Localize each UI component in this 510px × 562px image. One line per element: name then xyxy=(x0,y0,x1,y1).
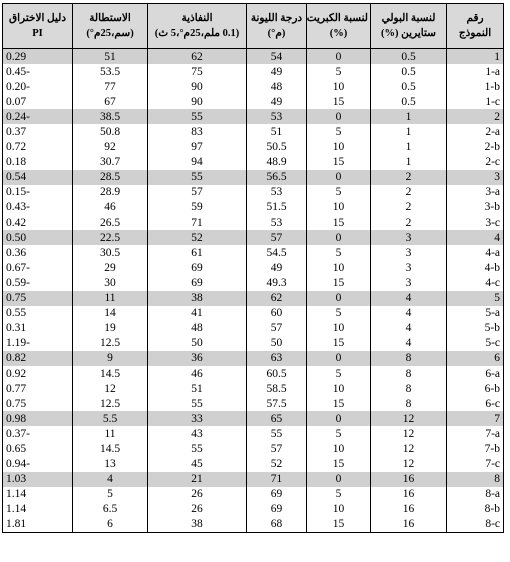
cell-polystyrene: 0.5 xyxy=(371,94,447,109)
cell-pi: 0.75 xyxy=(3,291,73,306)
cell-softening-point: 49 xyxy=(247,64,307,79)
cell-polystyrene: 16 xyxy=(371,502,447,517)
cell-sample-id: 2-b xyxy=(447,140,504,155)
cell-softening-point: 54 xyxy=(247,49,307,65)
cell-pi: -0.59 xyxy=(3,275,73,290)
table-row xyxy=(3,366,504,381)
cell-polystyrene: 3 xyxy=(371,275,447,290)
table-row xyxy=(3,185,504,200)
cell-polystyrene: 16 xyxy=(371,487,447,502)
cell-softening-point: 57 xyxy=(247,230,307,245)
cell-sample-id: 4-c xyxy=(447,275,504,290)
cell-sample-id: 7-c xyxy=(447,457,504,472)
cell-penetration: 55 xyxy=(148,170,247,185)
cell-ductility: 30.7 xyxy=(73,155,148,170)
cell-softening-point: 51.5 xyxy=(247,200,307,215)
cell-ductility: 14.5 xyxy=(73,441,148,456)
cell-polystyrene: 16 xyxy=(371,472,447,487)
cell-sample-id: 4 xyxy=(447,230,504,245)
cell-sulfur: 10 xyxy=(307,381,371,396)
cell-sulfur: 0 xyxy=(307,170,371,185)
cell-sample-id: 4-a xyxy=(447,245,504,260)
cell-polystyrene: 0.5 xyxy=(371,49,447,65)
cell-sulfur: 5 xyxy=(307,124,371,139)
cell-ductility: 29 xyxy=(73,260,148,275)
cell-ductility: 28.5 xyxy=(73,170,148,185)
cell-ductility: 30.5 xyxy=(73,245,148,260)
table-row xyxy=(3,49,504,65)
cell-pi: 1.81 xyxy=(3,517,73,533)
table-row xyxy=(3,457,504,472)
table-row xyxy=(3,275,504,290)
cell-ductility: 19 xyxy=(73,321,148,336)
cell-sample-id: 1 xyxy=(447,49,504,65)
cell-penetration: 55 xyxy=(148,396,247,411)
cell-pi: 0.31 xyxy=(3,321,73,336)
cell-pi: -0.37 xyxy=(3,426,73,441)
cell-polystyrene: 4 xyxy=(371,321,447,336)
cell-pi: 0.29 xyxy=(3,49,73,65)
cell-softening-point: 51 xyxy=(247,124,307,139)
cell-softening-point: 52 xyxy=(247,457,307,472)
cell-pi: 0.75 xyxy=(3,396,73,411)
cell-pi: 1.14 xyxy=(3,502,73,517)
cell-sulfur: 0 xyxy=(307,472,371,487)
cell-pi: 0.72 xyxy=(3,140,73,155)
cell-polystyrene: 12 xyxy=(371,441,447,456)
cell-sulfur: 10 xyxy=(307,79,371,94)
cell-polystyrene: 1 xyxy=(371,124,447,139)
cell-sulfur: 0 xyxy=(307,291,371,306)
table-row xyxy=(3,170,504,185)
cell-sulfur: 15 xyxy=(307,215,371,230)
cell-ductility: 30 xyxy=(73,275,148,290)
cell-pi: -0.45 xyxy=(3,64,73,79)
cell-pi: 0.42 xyxy=(3,215,73,230)
cell-pi: 0.07 xyxy=(3,94,73,109)
table-row xyxy=(3,230,504,245)
cell-pi: 0.36 xyxy=(3,245,73,260)
cell-softening-point: 54.5 xyxy=(247,245,307,260)
cell-sample-id: 1-c xyxy=(447,94,504,109)
cell-sulfur: 5 xyxy=(307,366,371,381)
cell-ductility: 5.5 xyxy=(73,411,148,426)
cell-sulfur: 5 xyxy=(307,306,371,321)
cell-polystyrene: 12 xyxy=(371,426,447,441)
cell-penetration: 55 xyxy=(148,109,247,124)
cell-ductility: 11 xyxy=(73,426,148,441)
cell-softening-point: 69 xyxy=(247,487,307,502)
cell-sulfur: 5 xyxy=(307,64,371,79)
table-row xyxy=(3,260,504,275)
cell-pi: 1.03 xyxy=(3,472,73,487)
cell-penetration: 83 xyxy=(148,124,247,139)
cell-penetration: 75 xyxy=(148,64,247,79)
table-row xyxy=(3,140,504,155)
cell-polystyrene: 4 xyxy=(371,291,447,306)
table-row xyxy=(3,94,504,109)
cell-ductility: 12 xyxy=(73,381,148,396)
results-table xyxy=(2,3,504,533)
cell-softening-point: 63 xyxy=(247,351,307,366)
cell-sulfur: 10 xyxy=(307,200,371,215)
cell-polystyrene: 4 xyxy=(371,306,447,321)
cell-softening-point: 71 xyxy=(247,472,307,487)
table-row xyxy=(3,215,504,230)
cell-ductility: 38.5 xyxy=(73,109,148,124)
header-sample-number: رقم النموذج xyxy=(447,4,504,49)
cell-ductility: 22.5 xyxy=(73,230,148,245)
cell-penetration: 52 xyxy=(148,230,247,245)
cell-ductility: 67 xyxy=(73,94,148,109)
cell-sample-id: 7-a xyxy=(447,426,504,441)
cell-pi: 0.65 xyxy=(3,441,73,456)
cell-softening-point: 65 xyxy=(247,411,307,426)
cell-penetration: 71 xyxy=(148,215,247,230)
cell-sulfur: 15 xyxy=(307,457,371,472)
cell-softening-point: 50 xyxy=(247,336,307,351)
cell-ductility: 53.5 xyxy=(73,64,148,79)
cell-ductility: 6.5 xyxy=(73,502,148,517)
cell-penetration: 46 xyxy=(148,366,247,381)
cell-polystyrene: 4 xyxy=(371,336,447,351)
cell-sulfur: 0 xyxy=(307,109,371,124)
cell-ductility: 50.8 xyxy=(73,124,148,139)
table-row xyxy=(3,441,504,456)
cell-softening-point: 49 xyxy=(247,260,307,275)
cell-sample-id: 3-c xyxy=(447,215,504,230)
header-penetration: النفاذية (0.1 ملم،25م°،5 ث) xyxy=(148,4,247,49)
cell-pi: -0.24 xyxy=(3,109,73,124)
header-ductility: الاستطالة (سم،25م°) xyxy=(73,4,148,49)
cell-polystyrene: 12 xyxy=(371,457,447,472)
cell-sulfur: 15 xyxy=(307,155,371,170)
header-polystyrene-percent: لنسبة البولي ستايرين (%) xyxy=(371,4,447,49)
cell-pi: 0.54 xyxy=(3,170,73,185)
table-row xyxy=(3,351,504,366)
cell-softening-point: 53 xyxy=(247,215,307,230)
cell-pi: 0.77 xyxy=(3,381,73,396)
cell-softening-point: 53 xyxy=(247,109,307,124)
cell-penetration: 69 xyxy=(148,260,247,275)
cell-sample-id: 5-b xyxy=(447,321,504,336)
cell-polystyrene: 3 xyxy=(371,230,447,245)
cell-softening-point: 57 xyxy=(247,441,307,456)
table-row xyxy=(3,109,504,124)
cell-softening-point: 50.5 xyxy=(247,140,307,155)
cell-sample-id: 8-c xyxy=(447,517,504,533)
cell-pi: 1.14 xyxy=(3,487,73,502)
cell-penetration: 21 xyxy=(148,472,247,487)
cell-sample-id: 5-a xyxy=(447,306,504,321)
table-row xyxy=(3,517,504,533)
cell-sample-id: 6-a xyxy=(447,366,504,381)
cell-sulfur: 5 xyxy=(307,426,371,441)
cell-polystyrene: 8 xyxy=(371,381,447,396)
cell-sulfur: 0 xyxy=(307,351,371,366)
table-row xyxy=(3,381,504,396)
cell-softening-point: 49.3 xyxy=(247,275,307,290)
cell-sulfur: 15 xyxy=(307,336,371,351)
cell-softening-point: 57 xyxy=(247,321,307,336)
cell-sulfur: 0 xyxy=(307,230,371,245)
cell-softening-point: 69 xyxy=(247,502,307,517)
header-penetration-index: دليل الاختراق PI xyxy=(3,4,73,49)
cell-softening-point: 57.5 xyxy=(247,396,307,411)
cell-polystyrene: 3 xyxy=(371,260,447,275)
cell-softening-point: 55 xyxy=(247,426,307,441)
cell-polystyrene: 12 xyxy=(371,411,447,426)
cell-pi: 0.55 xyxy=(3,306,73,321)
cell-polystyrene: 8 xyxy=(371,366,447,381)
cell-penetration: 59 xyxy=(148,200,247,215)
cell-polystyrene: 8 xyxy=(371,396,447,411)
table-row xyxy=(3,396,504,411)
cell-ductility: 28.9 xyxy=(73,185,148,200)
cell-sample-id: 2 xyxy=(447,109,504,124)
cell-softening-point: 68 xyxy=(247,517,307,533)
cell-ductility: 11 xyxy=(73,291,148,306)
cell-softening-point: 62 xyxy=(247,291,307,306)
cell-sample-id: 7 xyxy=(447,411,504,426)
cell-sample-id: 8-a xyxy=(447,487,504,502)
cell-pi: -0.94 xyxy=(3,457,73,472)
cell-polystyrene: 0.5 xyxy=(371,64,447,79)
cell-sulfur: 0 xyxy=(307,411,371,426)
cell-sample-id: 3-a xyxy=(447,185,504,200)
cell-penetration: 69 xyxy=(148,275,247,290)
cell-ductility: 92 xyxy=(73,140,148,155)
cell-softening-point: 48 xyxy=(247,79,307,94)
cell-sample-id: 8 xyxy=(447,472,504,487)
header-softening-point: درجة الليونة (م°) xyxy=(247,4,307,49)
cell-ductility: 77 xyxy=(73,79,148,94)
cell-softening-point: 60 xyxy=(247,306,307,321)
cell-softening-point: 53 xyxy=(247,185,307,200)
cell-sulfur: 10 xyxy=(307,502,371,517)
cell-softening-point: 48.9 xyxy=(247,155,307,170)
table-row xyxy=(3,155,504,170)
table-row xyxy=(3,291,504,306)
cell-sample-id: 6-b xyxy=(447,381,504,396)
cell-sulfur: 15 xyxy=(307,517,371,533)
cell-sulfur: 5 xyxy=(307,487,371,502)
cell-ductility: 14.5 xyxy=(73,366,148,381)
cell-softening-point: 56.5 xyxy=(247,170,307,185)
cell-penetration: 90 xyxy=(148,94,247,109)
cell-sample-id: 3-b xyxy=(447,200,504,215)
cell-polystyrene: 2 xyxy=(371,170,447,185)
table-row xyxy=(3,64,504,79)
cell-ductility: 46 xyxy=(73,200,148,215)
table-row xyxy=(3,79,504,94)
header-sulfur-percent: لنسبة الكبريت (%) xyxy=(307,4,371,49)
cell-polystyrene: 2 xyxy=(371,215,447,230)
cell-ductility: 4 xyxy=(73,472,148,487)
cell-sulfur: 10 xyxy=(307,321,371,336)
table-row xyxy=(3,502,504,517)
cell-penetration: 45 xyxy=(148,457,247,472)
cell-sulfur: 15 xyxy=(307,94,371,109)
cell-sample-id: 5-c xyxy=(447,336,504,351)
cell-softening-point: 60.5 xyxy=(247,366,307,381)
cell-penetration: 50 xyxy=(148,336,247,351)
cell-ductility: 9 xyxy=(73,351,148,366)
table-body xyxy=(3,49,504,533)
cell-sulfur: 5 xyxy=(307,185,371,200)
cell-penetration: 62 xyxy=(148,49,247,65)
cell-sample-id: 5 xyxy=(447,291,504,306)
cell-ductility: 12.5 xyxy=(73,396,148,411)
table-row xyxy=(3,472,504,487)
cell-sulfur: 10 xyxy=(307,260,371,275)
cell-sulfur: 10 xyxy=(307,140,371,155)
cell-pi: 0.92 xyxy=(3,366,73,381)
cell-pi: 0.37 xyxy=(3,124,73,139)
cell-pi: -0.15 xyxy=(3,185,73,200)
cell-sulfur: 5 xyxy=(307,245,371,260)
cell-pi: 0.98 xyxy=(3,411,73,426)
cell-sample-id: 7-b xyxy=(447,441,504,456)
cell-softening-point: 58.5 xyxy=(247,381,307,396)
cell-polystyrene: 1 xyxy=(371,155,447,170)
cell-penetration: 33 xyxy=(148,411,247,426)
cell-penetration: 38 xyxy=(148,517,247,533)
cell-sample-id: 3 xyxy=(447,170,504,185)
cell-polystyrene: 2 xyxy=(371,185,447,200)
cell-sample-id: 2-c xyxy=(447,155,504,170)
cell-pi: -0.20 xyxy=(3,79,73,94)
cell-penetration: 55 xyxy=(148,441,247,456)
cell-penetration: 41 xyxy=(148,306,247,321)
cell-ductility: 13 xyxy=(73,457,148,472)
table-row xyxy=(3,426,504,441)
cell-ductility: 12.5 xyxy=(73,336,148,351)
table-row xyxy=(3,124,504,139)
cell-sample-id: 1-a xyxy=(447,64,504,79)
cell-ductility: 14 xyxy=(73,306,148,321)
cell-sulfur: 15 xyxy=(307,275,371,290)
cell-polystyrene: 0.5 xyxy=(371,79,447,94)
cell-pi: -0.43 xyxy=(3,200,73,215)
cell-sulfur: 10 xyxy=(307,441,371,456)
cell-pi: 0.82 xyxy=(3,351,73,366)
cell-pi: 0.50 xyxy=(3,230,73,245)
cell-ductility: 26.5 xyxy=(73,215,148,230)
cell-sample-id: 6-c xyxy=(447,396,504,411)
cell-penetration: 43 xyxy=(148,426,247,441)
table-header-row xyxy=(3,4,504,49)
cell-sample-id: 2-a xyxy=(447,124,504,139)
cell-penetration: 57 xyxy=(148,185,247,200)
table-row xyxy=(3,487,504,502)
cell-sample-id: 4-b xyxy=(447,260,504,275)
cell-polystyrene: 8 xyxy=(371,351,447,366)
cell-polystyrene: 16 xyxy=(371,517,447,533)
cell-polystyrene: 2 xyxy=(371,200,447,215)
cell-pi: -1.19 xyxy=(3,336,73,351)
cell-pi: 0.18 xyxy=(3,155,73,170)
cell-sample-id: 6 xyxy=(447,351,504,366)
cell-penetration: 48 xyxy=(148,321,247,336)
cell-sample-id: 1-b xyxy=(447,79,504,94)
cell-polystyrene: 1 xyxy=(371,109,447,124)
data-table-container xyxy=(2,3,503,550)
cell-ductility: 5 xyxy=(73,487,148,502)
table-row xyxy=(3,321,504,336)
cell-sulfur: 15 xyxy=(307,396,371,411)
cell-penetration: 38 xyxy=(148,291,247,306)
table-row xyxy=(3,411,504,426)
cell-penetration: 94 xyxy=(148,155,247,170)
table-row xyxy=(3,245,504,260)
cell-ductility: 6 xyxy=(73,517,148,533)
table-row xyxy=(3,306,504,321)
cell-penetration: 61 xyxy=(148,245,247,260)
cell-penetration: 36 xyxy=(148,351,247,366)
cell-pi: -0.67 xyxy=(3,260,73,275)
cell-penetration: 90 xyxy=(148,79,247,94)
cell-penetration: 97 xyxy=(148,140,247,155)
cell-penetration: 26 xyxy=(148,502,247,517)
cell-ductility: 51 xyxy=(73,49,148,65)
table-row xyxy=(3,200,504,215)
cell-penetration: 51 xyxy=(148,381,247,396)
cell-polystyrene: 3 xyxy=(371,245,447,260)
cell-sulfur: 0 xyxy=(307,49,371,65)
cell-penetration: 26 xyxy=(148,487,247,502)
cell-sample-id: 8-b xyxy=(447,502,504,517)
cell-softening-point: 49 xyxy=(247,94,307,109)
table-row xyxy=(3,336,504,351)
cell-polystyrene: 1 xyxy=(371,140,447,155)
